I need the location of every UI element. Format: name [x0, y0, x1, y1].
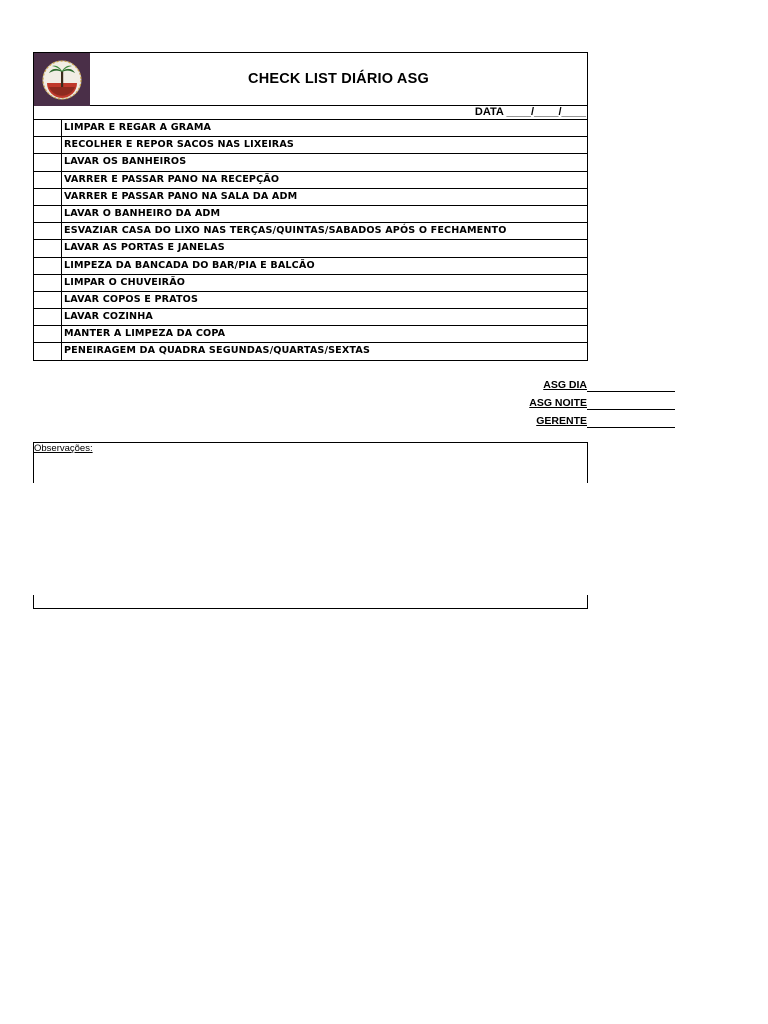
observations-label: Observações: — [34, 443, 93, 454]
task-checkbox[interactable] — [34, 240, 62, 256]
date-field[interactable]: DATA ____/____/____ — [33, 106, 588, 120]
task-checkbox[interactable] — [34, 206, 62, 222]
task-label: LAVAR COPOS E PRATOS — [64, 293, 199, 305]
page-title: CHECK LIST DIÁRIO ASG — [248, 71, 429, 87]
observations-box[interactable] — [33, 442, 588, 609]
observations-box-top — [33, 442, 588, 483]
task-checkbox[interactable] — [34, 120, 62, 136]
task-table — [33, 120, 588, 361]
task-row — [34, 154, 587, 171]
task-label: LIMPEZA DA BANCADA DO BAR/PIA E BALCÃO — [64, 259, 315, 271]
task-label: LAVAR COZINHA — [64, 311, 153, 323]
task-row — [34, 240, 587, 257]
task-checkbox[interactable] — [34, 223, 62, 239]
signature-row — [450, 392, 675, 410]
task-row — [34, 137, 587, 154]
task-row — [34, 292, 587, 309]
task-label: LIMPAR O CHUVEIRÃO — [64, 276, 186, 288]
task-checkbox[interactable] — [34, 343, 62, 359]
task-label: PENEIRAGEM DA QUADRA SEGUNDAS/QUARTAS/SEXTAS — [64, 345, 371, 357]
task-checkbox[interactable] — [34, 275, 62, 291]
task-checkbox[interactable] — [34, 309, 62, 325]
task-checkbox[interactable] — [34, 258, 62, 274]
task-label: ESVAZIAR CASA DO LIXO NAS TERÇAS/QUINTAS/SABADOS APÓS O FECHAMENTO — [64, 225, 507, 237]
palm-tree-emblem-icon — [34, 53, 90, 106]
signature-line[interactable] — [587, 427, 675, 428]
task-checkbox[interactable] — [34, 154, 62, 170]
task-row — [34, 120, 587, 137]
task-label: LIMPAR E REGAR A GRAMA — [64, 122, 212, 133]
signature-label: ASG NOITE — [529, 397, 587, 409]
task-row — [34, 189, 587, 206]
task-label: RECOLHER E REPOR SACOS NAS LIXEIRAS — [64, 139, 294, 151]
task-row — [34, 275, 587, 292]
observations-box-bottom — [33, 595, 588, 609]
task-row — [34, 343, 587, 360]
task-row — [34, 172, 587, 189]
signature-label: GERENTE — [536, 415, 587, 427]
task-checkbox[interactable] — [34, 137, 62, 153]
task-row — [34, 309, 587, 326]
task-label: LAVAR AS PORTAS E JANELAS — [64, 242, 225, 254]
task-checkbox[interactable] — [34, 189, 62, 205]
task-label: LAVAR O BANHEIRO DA ADM — [64, 207, 221, 219]
task-label: LAVAR OS BANHEIROS — [64, 156, 187, 168]
header — [33, 52, 588, 106]
task-checkbox[interactable] — [34, 292, 62, 308]
task-row — [34, 326, 587, 343]
checklist-sheet — [33, 52, 588, 361]
signature-label: ASG DIA — [543, 379, 587, 391]
task-label: VARRER E PASSAR PANO NA SALA DA ADM — [64, 190, 298, 202]
task-row — [34, 223, 587, 240]
task-row — [34, 258, 587, 275]
task-checkbox[interactable] — [34, 326, 62, 342]
task-label: MANTER A LIMPEZA DA COPA — [64, 328, 226, 340]
task-checkbox[interactable] — [34, 172, 62, 188]
task-row — [34, 206, 587, 223]
signature-row — [450, 374, 675, 392]
task-label: VARRER E PASSAR PANO NA RECEPÇÃO — [64, 173, 280, 185]
signature-row — [450, 410, 675, 428]
